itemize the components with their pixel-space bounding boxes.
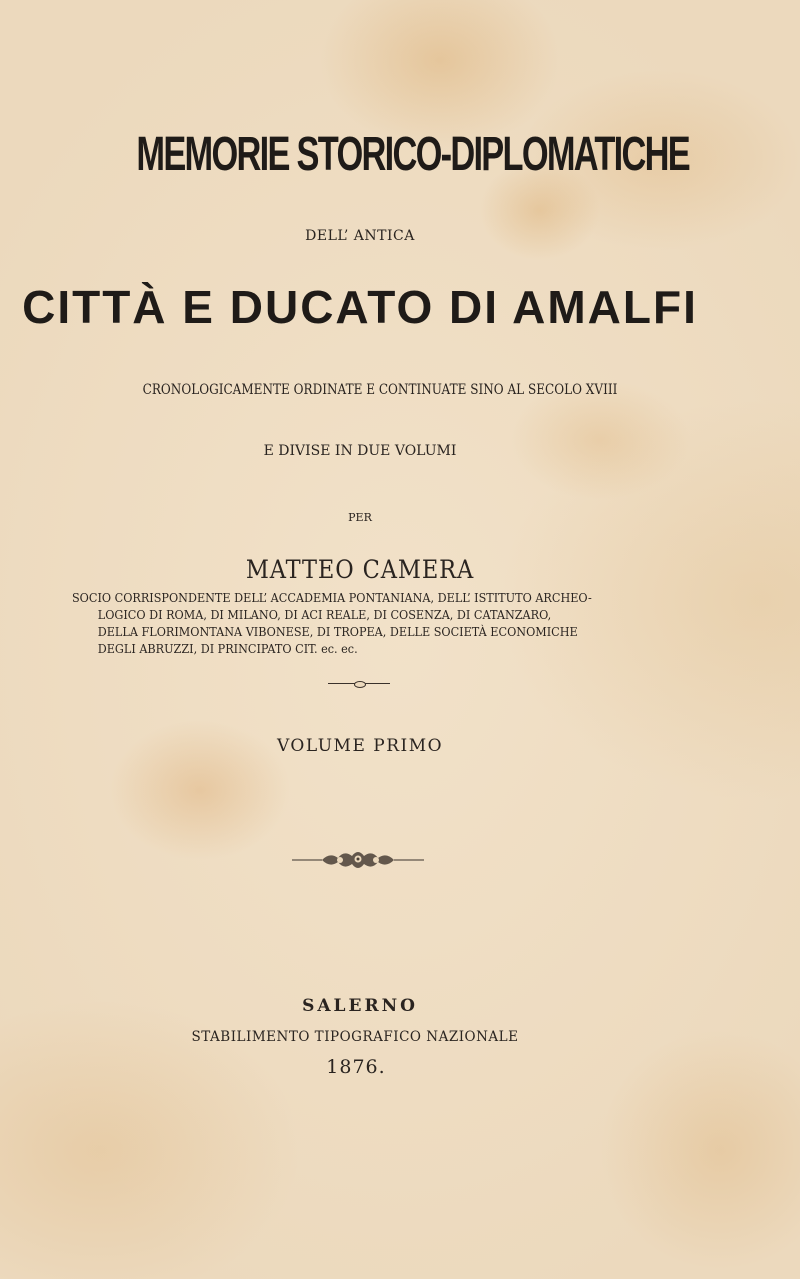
printer-name: STABILIMENTO TIPOGRAFICO NAZIONALE (191, 1029, 519, 1045)
title-connector: DELL’ ANTICA (305, 228, 415, 244)
title-line-1: MEMORIE STORICO-DIPLOMATICHE (136, 128, 689, 181)
publication-year: 1876. (326, 1056, 386, 1078)
affiliation-line: SOCIO CORRISPONDENTE DELL’ ACCADEMIA PONTANIANA, DELL’ ISTITUTO ARCHEO- (72, 591, 592, 605)
title-line-2: CITTÀ E DUCATO DI AMALFI (22, 281, 698, 333)
affiliation-line: DEGLI ABRUZZI, DI PRINCIPATO CIT. ec. ec. (97, 642, 358, 656)
floral-vignette-icon (292, 846, 424, 874)
by-line: PER (348, 511, 372, 524)
author-affiliations (72, 590, 596, 658)
small-rule-ornament-icon (328, 683, 390, 684)
affiliation-line: LOGICO DI ROMA, DI MILANO, DI ACI REALE, DI COSENZA, DI CATANZARO, (97, 608, 552, 622)
publication-place: SALERNO (302, 996, 418, 1016)
volume-label: VOLUME PRIMO (276, 736, 444, 756)
division-note: E DIVISE IN DUE VOLUMI (263, 443, 457, 459)
author-name: MATTEO CAMERA (245, 555, 475, 584)
subtitle: CRONOLOGICAMENTE ORDINATE E CONTINUATE SINO AL SECOLO XVIII (142, 382, 618, 398)
affiliation-line: DELLA FLORIMONTANA VIBONESE, DI TROPEA, DELLE SOCIETÀ ECONOMICHE (97, 625, 578, 639)
